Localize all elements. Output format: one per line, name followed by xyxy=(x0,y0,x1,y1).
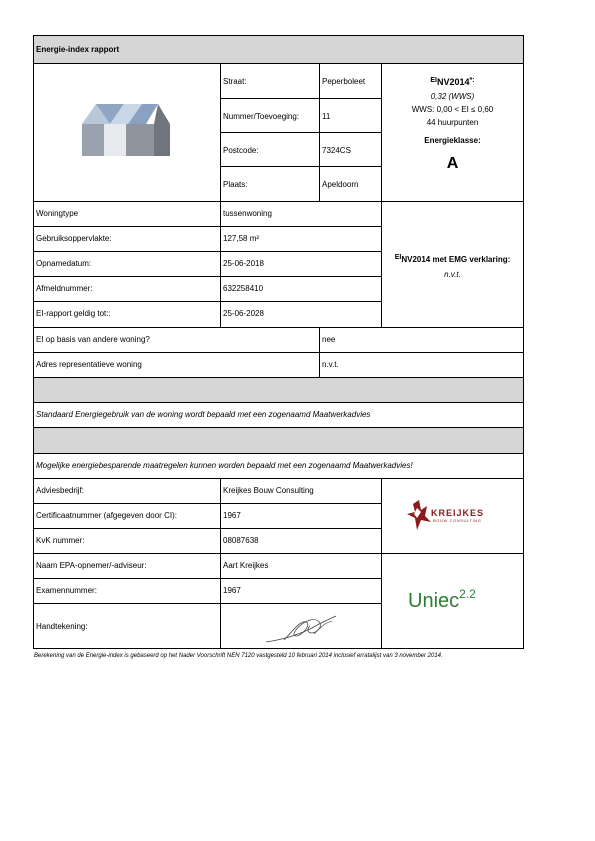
uniec-logo xyxy=(408,588,508,618)
detail-value: 25-06-2028 xyxy=(223,309,264,318)
emg-panel xyxy=(382,253,523,280)
empty-band-2 xyxy=(33,427,523,453)
detail-label: Opnamedatum: xyxy=(36,259,92,268)
detail-label: Woningtype xyxy=(36,209,79,218)
detail-value: 25-06-2018 xyxy=(223,259,264,268)
basis-label: EI op basis van andere woning? xyxy=(36,335,150,344)
advisor-label: Naam EPA-opnemer/-adviseur: xyxy=(36,561,147,570)
detail-label: EI-rapport geldig tot:: xyxy=(36,309,111,318)
city-value: Apeldoorn xyxy=(322,180,359,189)
advisor-value: 1967 xyxy=(223,511,241,520)
energy-class-value: A xyxy=(446,155,459,172)
detail-value: 632258410 xyxy=(223,284,264,293)
standard-note: Standaard Energiegebruik van de woning wordt bepaald met een zogenaamd Maatwerkadvies xyxy=(36,410,371,419)
advisor-label: Handtekening: xyxy=(36,622,88,631)
advisor-label: KvK nummer: xyxy=(36,536,85,545)
uniec-version: 2.2 xyxy=(459,587,476,601)
emg-value: n.v.t. xyxy=(444,270,461,279)
uniec-name: Uniec xyxy=(408,590,460,612)
kreijkes-name: KREIJKES xyxy=(431,508,485,518)
detail-value: tussenwoning xyxy=(223,209,272,218)
measures-note: Mogelijke energiebesparende maatregelen kunnen worden bepaald met een zogenaamd Maatwerkadvies! xyxy=(36,461,413,470)
advisor-value: 08087638 xyxy=(223,536,259,545)
footer-note: Berekening van de Energie-index is gebaseerd op het Nader Voorschrift NEN 7120 vastgesteld 10 februari 2014 inclusief erratalijst van 3 november 2014. xyxy=(34,653,443,659)
city-label: Plaats: xyxy=(223,180,248,189)
advisor-label: Adviesbedrijf: xyxy=(36,486,85,495)
postcode-value: 7324CS xyxy=(322,146,351,155)
advisor-label: Certificaatnummer (afgegeven door CI): xyxy=(36,511,177,520)
advisor-value: Aart Kreijkes xyxy=(223,561,269,570)
kreijkes-logo xyxy=(405,500,505,532)
postcode-label: Postcode: xyxy=(223,146,259,155)
detail-value: 127,58 m² xyxy=(223,234,260,243)
house-image xyxy=(80,100,175,160)
detail-label: Afmeldnummer: xyxy=(36,284,93,293)
basis-label: Adres representatieve woning xyxy=(36,360,142,369)
energy-class-label: Energieklasse: xyxy=(424,136,481,145)
street-value: Peperboleet xyxy=(322,77,366,86)
advisor-value: Kreijkes Bouw Consulting xyxy=(223,486,314,495)
basis-value: n.v.t. xyxy=(322,360,339,369)
energy-index-range: WWS: 0,00 < EI ≤ 0,60 xyxy=(411,105,494,114)
kreijkes-sub: BOUW CONSULTING xyxy=(433,518,482,523)
energy-index-value: 0,32 (WWS) xyxy=(430,92,475,101)
detail-label: Gebruiksoppervlakte: xyxy=(36,234,112,243)
advisor-value: 1967 xyxy=(223,586,241,595)
energy-index-points: 44 huurpunten xyxy=(426,118,479,127)
emg-title: EINV2014 met EMG verklaring: xyxy=(394,254,511,264)
page-title: Energie-index rapport xyxy=(36,45,120,54)
number-label: Nummer/Toevoeging: xyxy=(223,112,300,121)
basis-value: nee xyxy=(322,335,336,344)
number-value: 11 xyxy=(322,112,331,121)
energy-index-title: $^{EI}$NV2014*: xyxy=(430,77,475,87)
advisor-label: Examennummer: xyxy=(36,586,97,595)
street-label: Straat: xyxy=(223,77,247,86)
signature-image xyxy=(262,610,342,646)
empty-band-1 xyxy=(33,377,523,402)
energy-index-panel xyxy=(382,70,523,173)
